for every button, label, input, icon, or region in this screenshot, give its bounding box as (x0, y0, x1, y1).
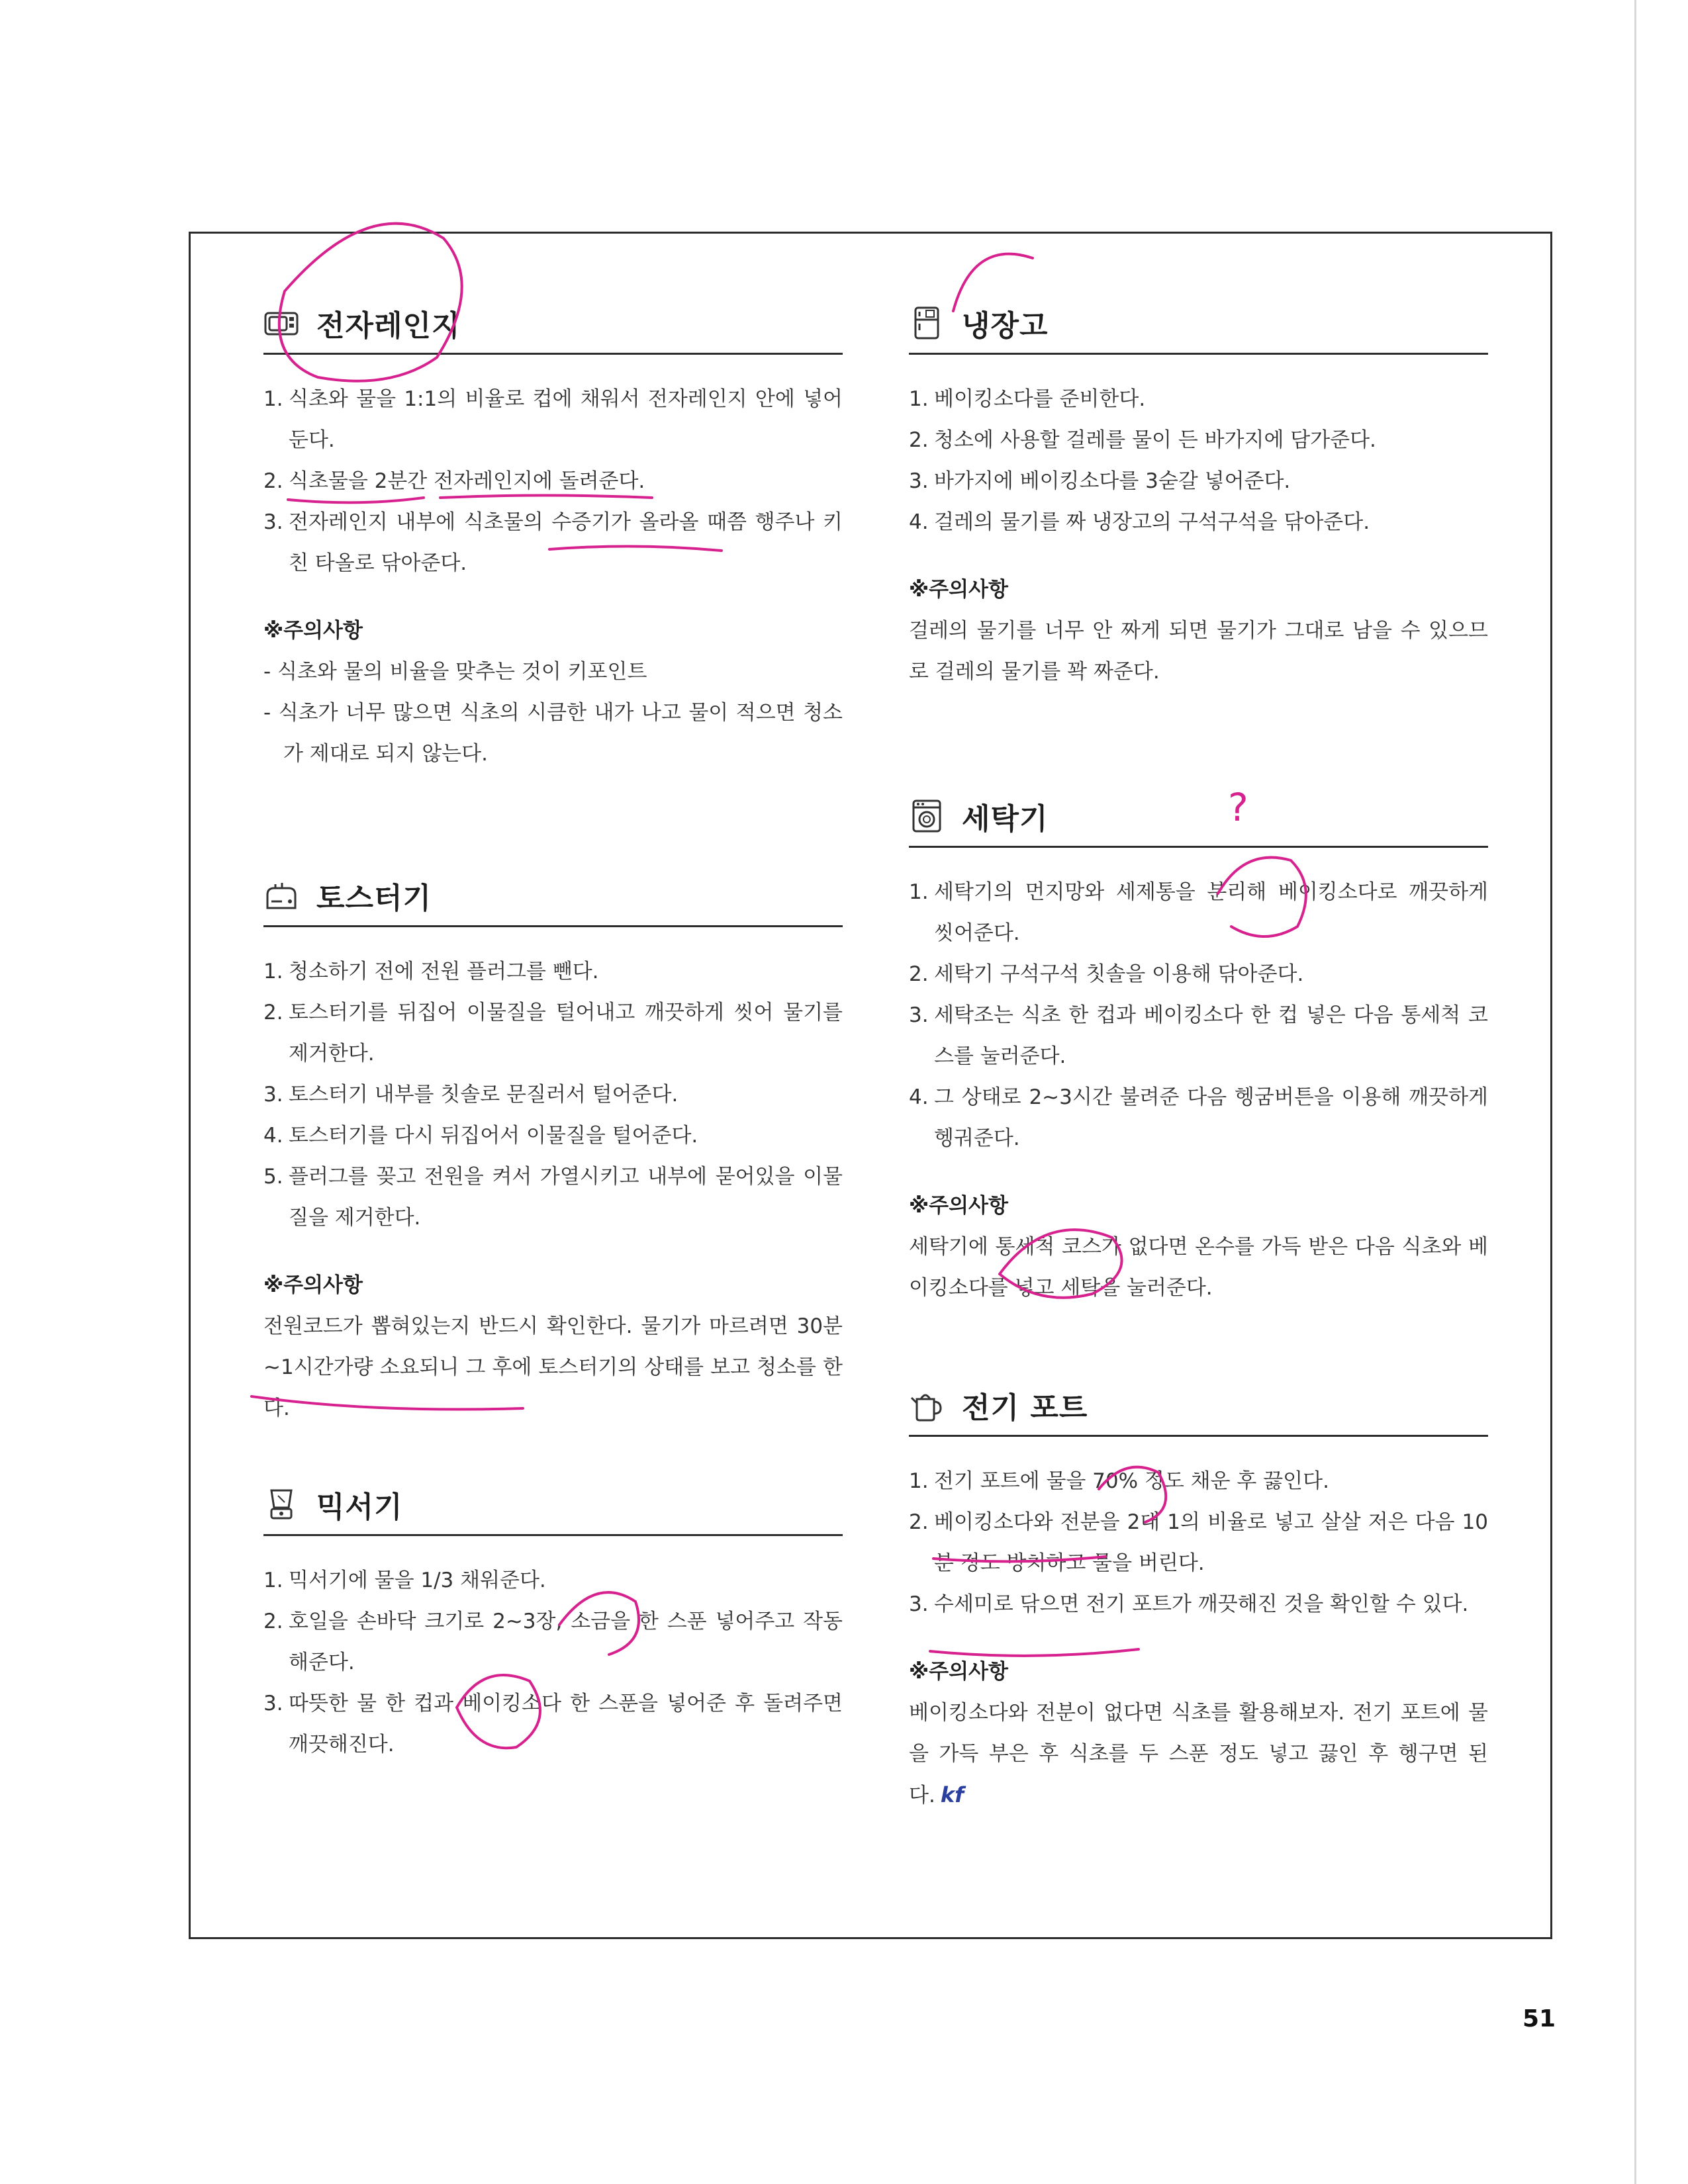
caution-title: ※주의사항 (909, 1194, 1008, 1218)
kf-mark: kf (940, 1782, 964, 1807)
caution-text: 전원코드가 뽑혀있는지 반드시 확인한다. 물기가 마르려면 30분~1시간가량 소요되니 그 후에 토스터기의 상태를 보고 청소를 한다. (263, 1314, 843, 1420)
page-number: 51 (1523, 2005, 1556, 2032)
blender-icon (263, 1486, 299, 1522)
washing-machine-icon (909, 798, 945, 834)
section-header (263, 293, 843, 355)
section-title: 전자레인지 (316, 309, 461, 343)
refrigerator-icon (909, 305, 945, 341)
list-item: 3. 토스터기 내부를 칫솔로 문질러서 털어준다. (263, 1083, 679, 1107)
list-item: 2. 호일을 손바닥 크기로 2~3장, 소금을 한 스푼 넣어주고 작동해준다. (263, 1610, 843, 1674)
caution-title: ※주의사항 (263, 1273, 363, 1297)
step-list (909, 379, 1488, 543)
content-frame (189, 232, 1552, 1939)
caution-item: - 식초와 물의 비율을 맞추는 것이 키포인트 (263, 660, 647, 684)
list-item: 2. 세탁기 구석구석 칫솔을 이용해 닦아준다. (909, 962, 1304, 986)
list-item: 1. 베이킹소다를 준비한다. (909, 387, 1146, 411)
section-washer (909, 786, 1488, 1308)
list-item: 1. 세탁기의 먼지망와 세제통을 분리해 베이킹소다로 깨끗하게 씻어준다. (909, 880, 1488, 945)
section-toaster (263, 866, 843, 1429)
caution-text: 베이킹소다와 전분이 없다면 식초를 활용해보자. 전기 포트에 물을 가득 부은 후 식초를 두 스푼 정도 넣고 끓인 후 헹구면 된다. kf (909, 1701, 1488, 1807)
list-item: 4. 토스터기를 다시 뒤집어서 이물질을 털어준다. (263, 1124, 698, 1148)
list-item: 3. 바가지에 베이킹소다를 3숟갈 넣어준다. (909, 469, 1291, 493)
caution-title: ※주의사항 (909, 578, 1008, 602)
list-item: 3. 수세미로 닦으면 전기 포트가 깨끗해진 것을 확인할 수 있다. (909, 1592, 1469, 1616)
section-title: 전기 포트 (962, 1391, 1088, 1425)
step-list (909, 1461, 1488, 1625)
step-list (263, 379, 843, 584)
section-fridge (909, 293, 1488, 692)
section-title: 세탁기 (962, 802, 1049, 836)
list-item: 4. 그 상태로 2~3시간 불려준 다음 헹굼버튼을 이용해 깨끗하게 헹궈준다. (909, 1085, 1488, 1150)
section-microwave (263, 293, 843, 774)
caution-text: 걸레의 물기를 너무 안 짜게 되면 물기가 그대로 남을 수 있으므로 걸레의 물기를 꽉 짜준다. (909, 619, 1488, 684)
scan-edge (1634, 0, 1636, 2184)
toaster-icon (263, 878, 299, 913)
list-item: 2. 토스터기를 뒤집어 이물질을 털어내고 깨끗하게 씻어 물기를 제거한다. (263, 1001, 843, 1066)
microwave-icon (263, 305, 299, 341)
section-header (909, 786, 1488, 848)
list-item: 1. 믹서기에 물을 1/3 채워준다. (263, 1569, 546, 1592)
section-header (263, 1475, 843, 1536)
list-item: 1. 청소하기 전에 전원 플러그를 뺀다. (263, 960, 599, 983)
section-title: 토스터기 (316, 882, 432, 915)
caution-text: 세탁기에 통세척 코스가 없다면 온수를 가득 받은 다음 식초와 베이킹소다를 넣고 세탁을 눌러준다. (909, 1235, 1488, 1300)
section-title: 냉장고 (962, 309, 1049, 343)
list-item: 3. 전자레인지 내부에 식초물의 수증기가 올라올 때쯤 행주나 키친 타올로 닦아준다. (263, 510, 843, 575)
section-title: 믹서기 (316, 1490, 403, 1524)
caution-title: ※주의사항 (909, 1660, 1008, 1684)
section-mixer (263, 1475, 843, 1765)
list-item: 2. 식초물을 2분간 전자레인지에 돌려준다. (263, 469, 645, 493)
list-item: 5. 플러그를 꽂고 전원을 켜서 가열시키고 내부에 묻어있을 이물질을 제거한다. (263, 1165, 843, 1230)
list-item: 2. 베이킹소다와 전분을 2대 1의 비율로 넣고 살살 저은 다음 10분 정도 방치하고 물을 버린다. (909, 1510, 1488, 1575)
list-item: 1. 전기 포트에 물을 70% 정도 채운 후 끓인다. (909, 1469, 1329, 1493)
list-item: 4. 걸레의 물기를 짜 냉장고의 구석구석을 닦아준다. (909, 510, 1370, 534)
section-header (909, 293, 1488, 355)
section-kettle (909, 1375, 1488, 1816)
list-item: 3. 세탁조는 식초 한 컵과 베이킹소다 한 컵 넣은 다음 통세척 코스를 눌러준다. (909, 1003, 1488, 1068)
section-header (263, 866, 843, 927)
step-list (909, 872, 1488, 1159)
step-list (263, 1560, 843, 1765)
kettle-icon (909, 1387, 945, 1423)
list-item: 3. 따뜻한 물 한 컵과 베이킹소다 한 스푼을 넣어준 후 돌려주면 깨끗해진다. (263, 1692, 843, 1756)
list-item: 2. 청소에 사용할 걸레를 물이 든 바가지에 담가준다. (909, 428, 1376, 452)
caution-item: - 식초가 너무 많으면 식초의 시큼한 내가 나고 물이 적으면 청소가 제대로 되지 않는다. (263, 701, 843, 766)
caution-title: ※주의사항 (263, 619, 363, 643)
section-header (909, 1375, 1488, 1437)
ink-question-mark: ? (1228, 785, 1248, 830)
list-item: 1. 식초와 물을 1:1의 비율로 컵에 채워서 전자레인지 안에 넣어둔다. (263, 387, 843, 452)
step-list (263, 951, 843, 1238)
